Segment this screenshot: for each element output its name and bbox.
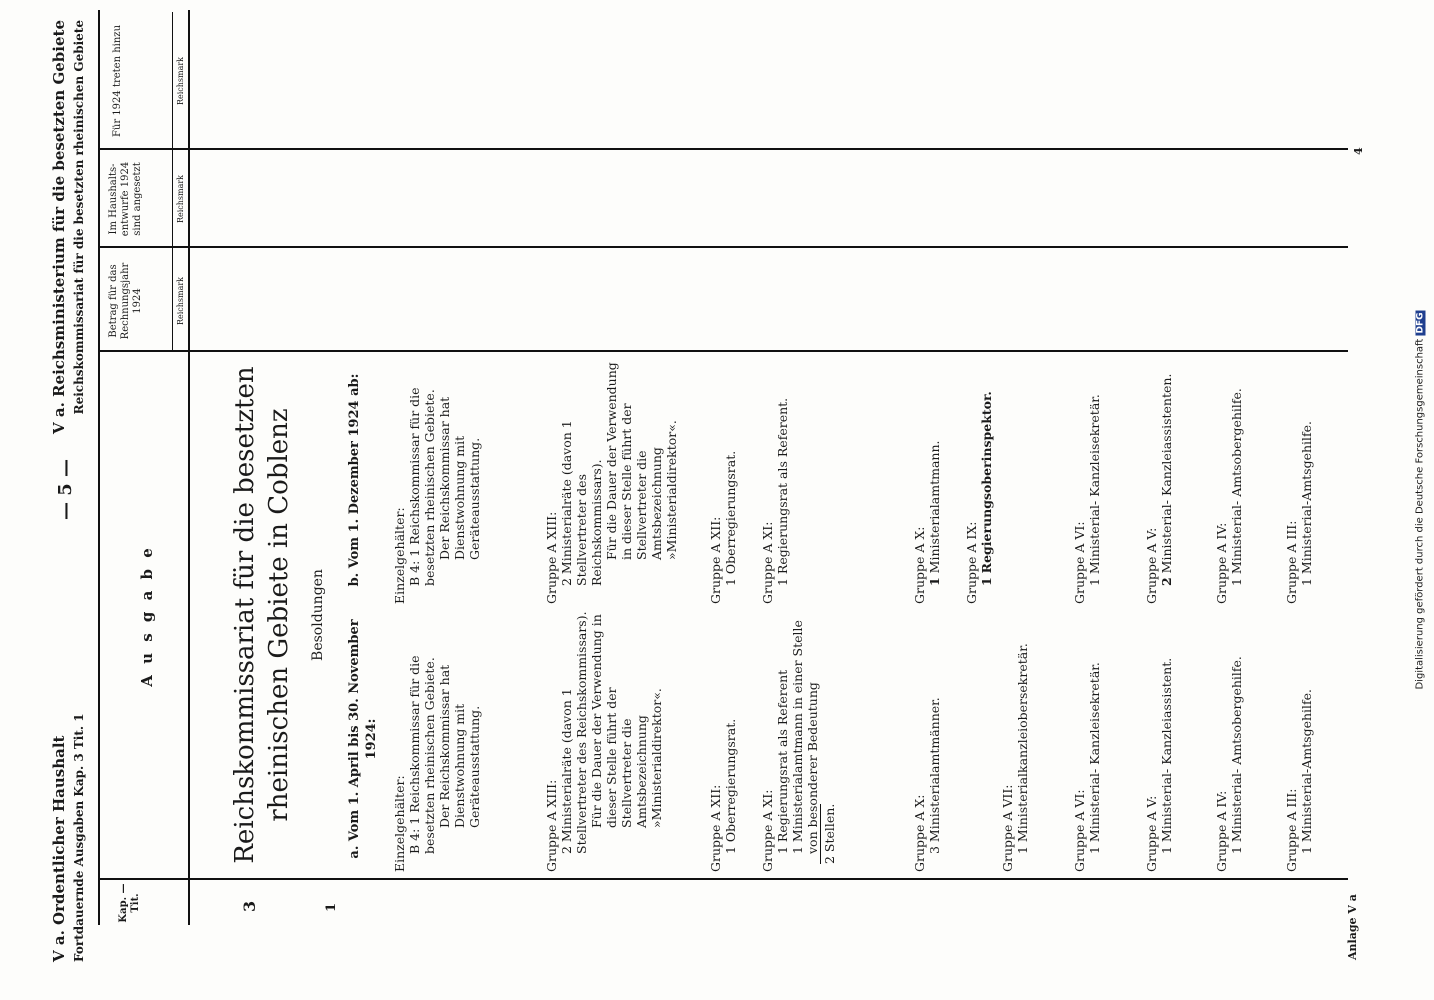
tit-number: 1 (324, 902, 339, 912)
entry-line: 1 Ministerial- Kanzleiassistent. (1159, 657, 1174, 854)
header-left-main: V a. Ordentlicher Haushalt (50, 735, 68, 962)
entry-sum: 2 Stellen. (822, 803, 837, 864)
group-label: Gruppe A XII: (708, 784, 723, 872)
group-label: Gruppe A VI: (1072, 789, 1087, 872)
col-b-gruppe-a11 (760, 354, 790, 604)
entry-line: 2 Ministerialräte (davon 1 Stellvertreter des Reichskommissars). (559, 420, 604, 586)
betrag-header: Betrag für das Rechnungsjahr 1924 (108, 262, 143, 340)
entry-line: 3 Ministerialamtmänner. (927, 697, 942, 854)
entwurf-unit: Reichsmark (176, 174, 185, 224)
kap-tit-header: Kap. — Tit. (118, 883, 141, 923)
entry-line: 1 Oberregierungsrat. (723, 718, 738, 854)
col-b-einzelgehaelter (392, 354, 482, 604)
page-number: — 5 — (55, 458, 76, 520)
period-b: b. Vom 1. Dezember 1924 ab: (347, 373, 362, 587)
col-b-gruppe-a3 (1284, 354, 1314, 604)
hinzu-header: Für 1924 treten hinzu (112, 24, 123, 138)
col-b-gruppe-a6 (1072, 354, 1102, 604)
entry-line: 1 Ministerial- Amtsobergehilfe. (1229, 388, 1244, 586)
group-label: Gruppe A XIII: (544, 779, 559, 872)
entry-text: Ministerial- Kanzleiassistenten. (1159, 373, 1174, 574)
digitization-note (1415, 310, 1426, 689)
entry-count: 1 (979, 577, 994, 586)
entry-line: 1 Ministerial- Kanzleisekretär. (1087, 662, 1102, 854)
hinzu-unit: Reichsmark (176, 56, 185, 106)
entry-note: Für die Dauer der Verwendung in dieser Stelle führt der Stellvertreter die Amtsbezeichnung »Ministerialdirektor«. (604, 362, 679, 560)
entry-line: 1 Ministerial- Kanzleisekretär. (1087, 394, 1102, 586)
entry-line: B 4: 1 Reichskommissar für die besetzten rheinischen Gebiete. (407, 655, 437, 854)
anlage-label: Anlage V a (1346, 894, 1359, 960)
entry-line: B 4: 1 Reichskommissar für die besetzten rheinischen Gebiete. (407, 387, 437, 586)
group-label: Gruppe A IV: (1214, 522, 1229, 604)
col-a-einzelgehaelter (392, 610, 482, 872)
entry-count: 1 (927, 577, 942, 586)
col-a-gruppe-a4 (1214, 610, 1244, 872)
entry-line: 2 Ministerialräte (davon 1 Stellvertreter des Reichskommissars). (559, 611, 589, 854)
col-a-gruppe-a11 (760, 610, 837, 872)
entry-line: 1 Regierungsrat als Referent (775, 669, 790, 854)
group-label: Gruppe A XI: (760, 521, 775, 604)
entwurf-header: Im Haushalts- entwurfe 1924 sind angesetzt (108, 161, 143, 237)
entry-count: 2 (1159, 577, 1174, 586)
entry-note: Der Reichskommissar hat Dienstwohnung mit Geräteausstattung. (437, 396, 482, 560)
group-label: Gruppe A V: (1144, 795, 1159, 872)
entry-line (979, 354, 994, 604)
col-b-gruppe-a12 (708, 354, 738, 604)
digitization-text: Digitalisierung gefördert durch die Deutsche Forschungsgemeinschaft (1414, 338, 1426, 690)
group-label: Gruppe A IX: (964, 521, 979, 604)
group-label: Gruppe A V: (1144, 527, 1159, 604)
ausgabe-header: A u s g a b e (138, 545, 156, 687)
col-a-gruppe-a6 (1072, 610, 1102, 872)
group-label: Einzelgehälter: (392, 775, 407, 872)
entry-text: Ministerialamtmann. (927, 440, 942, 574)
entry-line: 1 Ministerial-Amtsgehilfe. (1299, 420, 1314, 586)
col-b-gruppe-a9 (964, 354, 994, 604)
entry-line: 1 Ministerial-Amtsgehilfe. (1299, 688, 1314, 854)
column-marker: 4 (1352, 147, 1365, 155)
col-b-gruppe-a13 (544, 354, 679, 604)
group-label: Gruppe A III: (1284, 520, 1299, 604)
entry-note: Für die Dauer der Verwendung in dieser Stelle führt der Stellvertreter die Amtsbezeichnung »Ministerialdirektor«. (589, 614, 664, 828)
entry-line: 1 Oberregierungsrat. (723, 450, 738, 586)
group-label: Einzelgehälter: (392, 507, 407, 604)
group-label: Gruppe A IV: (1214, 790, 1229, 872)
col-b-gruppe-a4 (1214, 354, 1244, 604)
col-a-gruppe-a5 (1144, 610, 1174, 872)
group-label: Gruppe A XI: (760, 789, 775, 872)
dfg-logo: DFG (1415, 312, 1426, 334)
group-label: Gruppe A XIII: (544, 511, 559, 604)
group-label: Gruppe A VI: (1072, 521, 1087, 604)
col-b-gruppe-a5 (1144, 354, 1174, 604)
header-left-sub: Fortdauernde Ausgaben Kap. 3 Tit. 1 (72, 713, 86, 962)
entry-line (1159, 354, 1174, 604)
col-a-gruppe-a13 (544, 610, 664, 872)
section-heading: Besoldungen (310, 569, 326, 661)
period-a: a. Vom 1. April bis 30. November 1924: (347, 619, 379, 859)
entry-note: Der Reichskommissar hat Dienstwohnung mit Geräteausstattung. (437, 664, 482, 828)
col-b-gruppe-a10 (912, 354, 942, 604)
group-label: Gruppe A X: (912, 526, 927, 604)
kap-column-rule (98, 878, 1348, 880)
col-a-gruppe-a10 (912, 610, 942, 872)
amount-column-rule-3 (98, 148, 1348, 150)
entry-line: 1 Ministerialkanzleiobersekretär. (1015, 643, 1030, 854)
entry-line: 1 Regierungsrat als Referent. (775, 397, 790, 586)
entry-line (927, 354, 942, 604)
header-right-main: V a. Reichsministerium für die besetzten Gebiete (50, 20, 68, 434)
amount-column-rule (98, 350, 1348, 352)
unit-rule (172, 12, 173, 352)
entry-line: 1 Ministerialamtmann in einer Stelle von besonderer Bedeutung (790, 620, 820, 854)
col-a-gruppe-a12 (708, 610, 738, 872)
section-title: Reichskommissariat für die besetzten rheinischen Gebiete in Coblenz (230, 366, 294, 864)
entry-text: Regierungsoberinspektor. (979, 391, 994, 574)
col-a-gruppe-a3 (1284, 610, 1314, 872)
betrag-unit: Reichsmark (176, 276, 185, 326)
entry-line: 1 Ministerial- Amtsobergehilfe. (1229, 656, 1244, 854)
header-right-sub: Reichskommissariat für die besetzten rheinischen Gebiete (72, 20, 86, 415)
col-a-gruppe-a7 (1000, 610, 1030, 872)
group-label: Gruppe A X: (912, 794, 927, 872)
kap-number: 3 (240, 900, 259, 912)
amount-column-rule-2 (98, 246, 1348, 248)
group-label: Gruppe A XII: (708, 516, 723, 604)
group-label: Gruppe A VII: (1000, 784, 1015, 872)
group-label: Gruppe A III: (1284, 788, 1299, 872)
